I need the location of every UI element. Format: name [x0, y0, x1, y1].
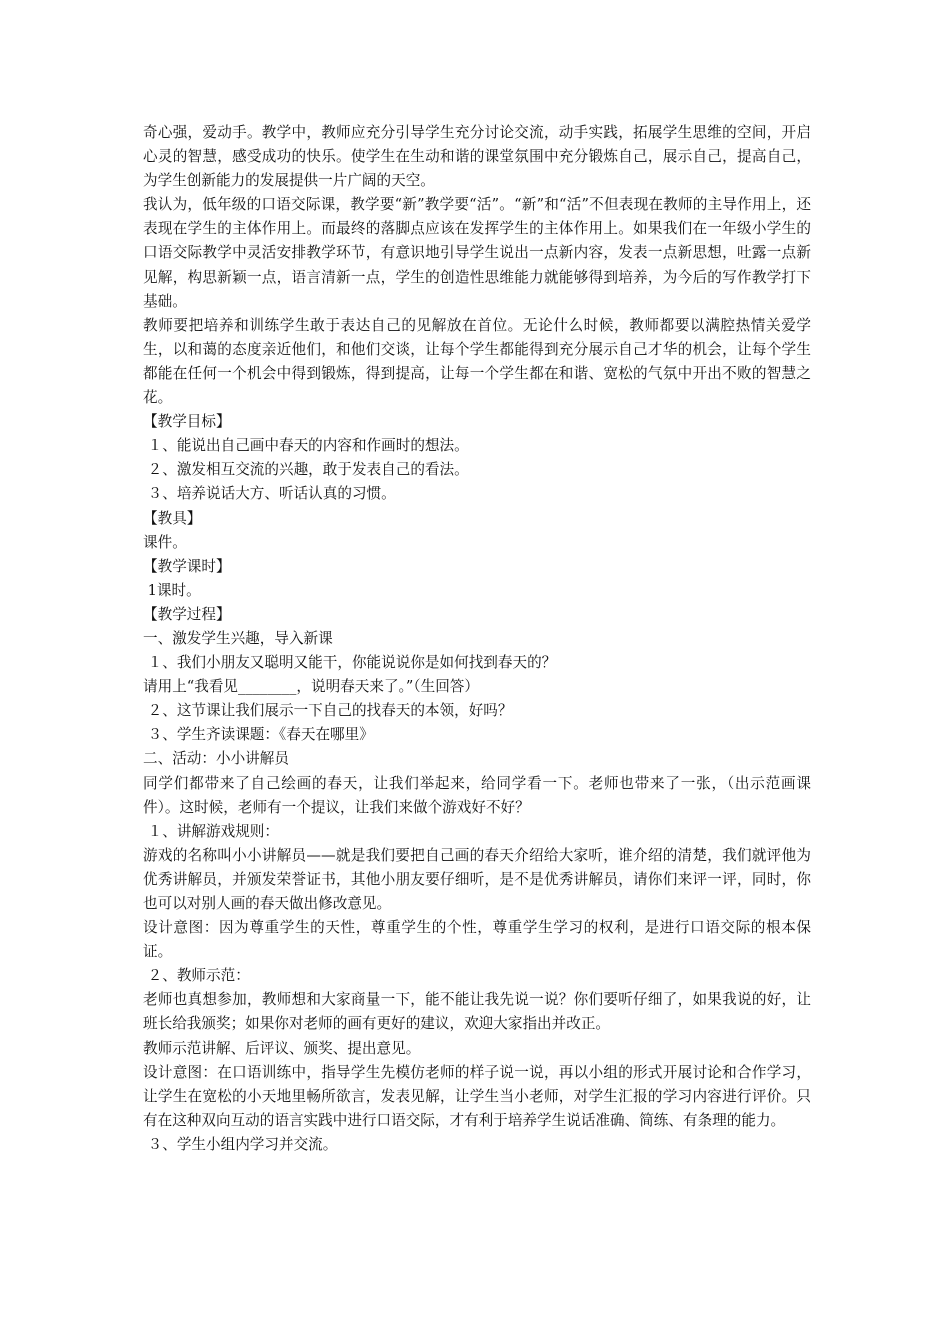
teacher-demo-text: 老师也真想参加，教师想和大家商量一下，能不能让我先说一说？你们要听仔细了，如果我说的好，让班长给我颁奖；如果你对老师的画有更好的建议，欢迎大家指出并改正。 [143, 991, 811, 1033]
document-page [143, 121, 811, 1157]
process-step-1-prompt: 请用上“我看见________，说明春天来了。”（生回答） [143, 678, 479, 696]
process-step-1-item-2: ２、这节课让我们展示一下自己的找春天的本领，好吗？ [143, 702, 513, 720]
process-step-2-intro: 同学们都带来了自己绘画的春天，让我们举起来，给同学看一下。老师也带来了一张，（出示范画课件）。这时候，老师有一个提议，让我们来做个游戏好不好？ [143, 774, 811, 816]
process-step-2-item-1: １、讲解游戏规则： [143, 822, 279, 840]
section-heading-materials: 【教具】 [143, 509, 202, 527]
game-rules-text: 游戏的名称叫小小讲解员——就是我们要把自己画的春天介绍给大家听，谁介绍的清楚，我们就评他为优秀讲解员，并颁发荣誉证书，其他小朋友要仔细听，是不是优秀讲解员，请你们来评一评，同时，你也可以对别人画的春天做出修改意见。 [143, 846, 811, 912]
hours-text: 1课时。 [143, 581, 201, 599]
section-heading-process: 【教学过程】 [143, 605, 231, 623]
objective-item-2: ２、激发相互交流的兴趣，敢于发表自己的看法。 [143, 461, 469, 479]
process-step-2-item-3: ３、学生小组内学习并交流。 [143, 1135, 338, 1153]
section-heading-hours: 【教学课时】 [143, 557, 231, 575]
intro-paragraph-2: 我认为，低年级的口语交际课，教学要“新”教学要“活”。“新”和“活”不但表现在教师的主导作用上，还表现在学生的主体作用上。而最终的落脚点应该在发挥学生的主体作用上。如果我们在一年级小学生的口语交际教学中灵活安排教学环节，有意识地引导学生说出一点新内容，发表一点新思想，吐露一点新见解，构思新颖一点，语言清新一点，学生的创造性思维能力就能够得到培养，为今后的写作教学打下基础。 [143, 196, 811, 310]
design-intent-1: 设计意图：因为尊重学生的天性，尊重学生的个性，尊重学生学习的权利，是进行口语交际的根本保证。 [143, 919, 811, 961]
objective-item-1: １、能说出自己画中春天的内容和作画时的想法。 [143, 437, 469, 455]
process-step-1-heading: 一、激发学生兴趣，导入新课 [143, 629, 333, 647]
section-heading-objectives: 【教学目标】 [143, 413, 231, 431]
teacher-demo-steps: 教师示范讲解、后评议、颁奖、提出意见。 [143, 1039, 421, 1057]
process-step-2-item-2: ２、教师示范： [143, 967, 250, 985]
design-intent-2: 设计意图：在口语训练中，指导学生先模仿老师的样子说一说，再以小组的形式开展讨论和合作学习，让学生在宽松的小天地里畅所欲言，发表见解，让学生当小老师，对学生汇报的学习内容进行评价。只有在这种双向互动的语言实践中进行口语交际，才有利于培养学生说话准确、简练、有条理的能力。 [143, 1063, 811, 1129]
process-step-1-item-3: ３、学生齐读课题：《春天在哪里》 [143, 726, 374, 744]
intro-paragraph-1: 奇心强，爱动手。教学中，教师应充分引导学生充分讨论交流，动手实践，拓展学生思维的空间，开启心灵的智慧，感受成功的快乐。使学生在生动和谐的课堂氛围中充分锻炼自己，展示自己，提高自己，为学生创新能力的发展提供一片广阔的天空。 [143, 124, 811, 190]
materials-text: 课件。 [143, 533, 187, 551]
process-step-1-item-1: １、我们小朋友又聪明又能干，你能说说你是如何找到春天的？ [143, 654, 557, 672]
objective-item-3: ３、培养说话大方、听话认真的习惯。 [143, 485, 396, 503]
intro-paragraph-3: 教师要把培养和训练学生敢于表达自己的见解放在首位。无论什么时候，教师都要以满腔热情关爱学生，以和蔼的态度亲近他们，和他们交谈，让每个学生都能得到充分展示自己才华的机会，让每个学生都能在任何一个机会中得到锻炼，得到提高，让每一个学生都在和谐、宽松的气氛中开出不败的智慧之花。 [143, 316, 811, 407]
process-step-2-heading: 二、活动：小小讲解员 [143, 750, 289, 768]
